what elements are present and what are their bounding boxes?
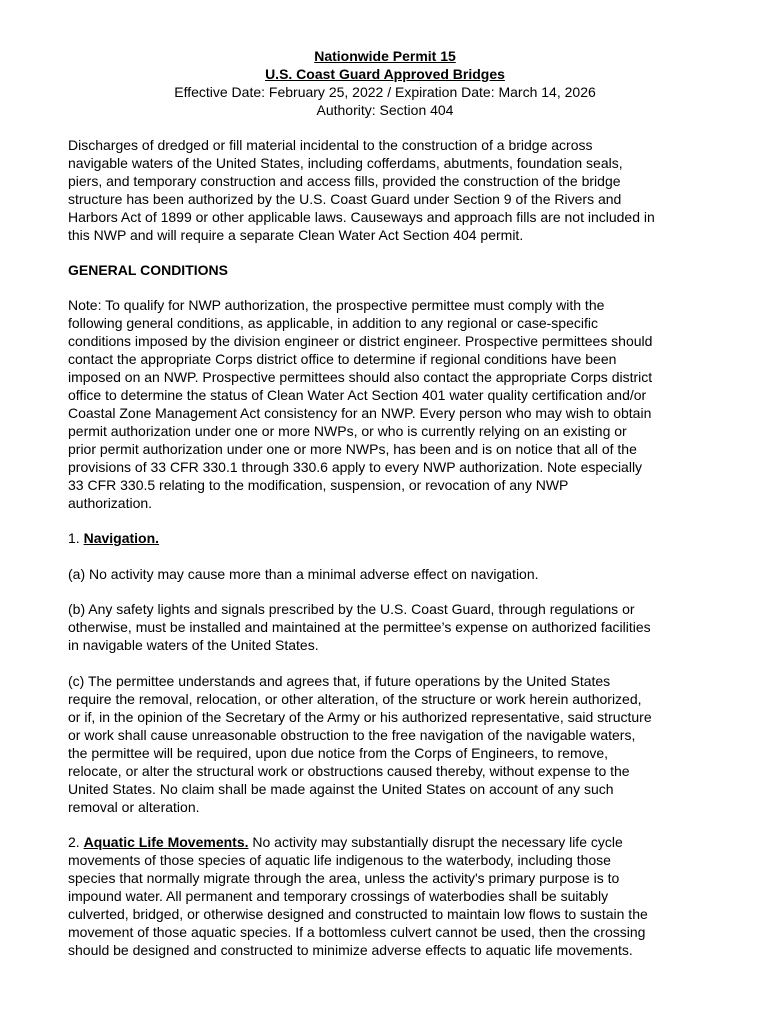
condition-2-text-start: No activity may substantially disrupt the necessary life cycle bbox=[248, 834, 623, 850]
permit-title: Nationwide Permit 15 bbox=[314, 48, 456, 64]
permit-authority: Authority: Section 404 bbox=[316, 102, 454, 118]
text-line: in navigable waters of the United States. bbox=[68, 637, 319, 653]
condition-1a bbox=[68, 565, 708, 583]
text-line: conditions imposed by the division engineer or district engineer. Prospective permittees should bbox=[68, 333, 653, 349]
text-line: United States. No claim shall be made against the United States on account of any such bbox=[68, 781, 614, 797]
permit-dates: Effective Date: February 25, 2022 / Expiration Date: March 14, 2026 bbox=[174, 84, 596, 100]
permit-subtitle: U.S. Coast Guard Approved Bridges bbox=[265, 66, 505, 82]
text-line: (c) The permittee understands and agrees that, if future operations by the United States bbox=[68, 673, 611, 689]
text-line: Discharges of dredged or fill material incidental to the construction of a bridge across bbox=[68, 137, 593, 153]
text-line: Coastal Zone Management Act consistency for an NWP. Every person who may wish to obtain bbox=[68, 405, 652, 421]
text-line: should be designed and constructed to minimize adverse effects to aquatic life movements. bbox=[68, 942, 633, 958]
text-line: or work shall cause unreasonable obstruction to the free navigation of the navigable waters, bbox=[68, 727, 636, 743]
text-line: prior permit authorization under one or more NWPs, has been and is on notice that all of the bbox=[68, 441, 637, 457]
condition-1-heading bbox=[68, 529, 708, 547]
condition-1-number: 1. bbox=[68, 530, 84, 546]
text-line: movement of those aquatic species. If a bottomless culvert cannot be used, then the crossing bbox=[68, 924, 646, 940]
text-line: following general conditions, as applicable, in addition to any regional or case-specific bbox=[68, 315, 598, 331]
general-conditions-heading: GENERAL CONDITIONS bbox=[68, 262, 228, 278]
intro-paragraph bbox=[68, 136, 708, 244]
text-line: the permittee will be required, upon due notice from the Corps of Engineers, to remove, bbox=[68, 745, 609, 761]
general-conditions-note bbox=[68, 296, 708, 512]
text-line: species that normally migrate through the area, unless the activity's primary purpose is to bbox=[68, 870, 620, 886]
text-line: removal or alteration. bbox=[68, 799, 200, 815]
text-line: or if, in the opinion of the Secretary of the Army or his authorized representative, said structure bbox=[68, 709, 652, 725]
text-line: piers, and temporary construction and access fills, provided the construction of the bridge bbox=[68, 173, 621, 189]
text-line: navigable waters of the United States, including cofferdams, abutments, foundation seals, bbox=[68, 155, 623, 171]
text-line: otherwise, must be installed and maintained at the permittee’s expense on authorized facilities bbox=[68, 619, 651, 635]
text-line: require the removal, relocation, or other alteration, of the structure or work herein authorized, bbox=[68, 691, 642, 707]
text-line: permit authorization under one or more NWPs, or who is currently relying on an existing or bbox=[68, 423, 627, 439]
condition-1b bbox=[68, 600, 708, 654]
condition-2-title: Aquatic Life Movements. bbox=[83, 834, 249, 850]
text-line: Note: To qualify for NWP authorization, the prospective permittee must comply with the bbox=[68, 297, 605, 313]
text-line: provisions of 33 CFR 330.1 through 330.6 apply to every NWP authorization. Note especially bbox=[68, 459, 643, 475]
document-header bbox=[0, 47, 770, 119]
condition-2-first-line bbox=[68, 833, 708, 851]
text-line: (b) Any safety lights and signals prescribed by the U.S. Coast Guard, through regulations or bbox=[68, 601, 635, 617]
text-line: contact the appropriate Corps district office to determine if regional conditions have been bbox=[68, 351, 617, 367]
text-line: relocate, or alter the structural work or obstructions caused thereby, without expense to the bbox=[68, 763, 630, 779]
text-line: Harbors Act of 1899 or other applicable laws. Causeways and approach fills are not included in bbox=[68, 209, 655, 225]
text-line: structure has been authorized by the U.S. Coast Guard under Section 9 of the Rivers and bbox=[68, 191, 622, 207]
text-line: this NWP and will require a separate Clean Water Act Section 404 permit. bbox=[68, 227, 524, 243]
text-line: 33 CFR 330.5 relating to the modification, suspension, or revocation of any NWP bbox=[68, 477, 569, 493]
text-line: movements of those species of aquatic life indigenous to the waterbody, including those bbox=[68, 852, 611, 868]
text-line: culverted, bridged, or otherwise designed and constructed to maintain low flows to sustain the bbox=[68, 906, 648, 922]
text-line: authorization. bbox=[68, 495, 153, 511]
text-line: imposed on an NWP. Prospective permittees should also contact the appropriate Corps district bbox=[68, 369, 653, 385]
condition-1-title: Navigation. bbox=[83, 530, 160, 546]
condition-2-number: 2. bbox=[68, 834, 84, 850]
condition-1-heading-line bbox=[68, 529, 708, 547]
text-line: (a) No activity may cause more than a minimal adverse effect on navigation. bbox=[68, 566, 539, 582]
condition-2 bbox=[68, 833, 708, 959]
text-line: impound water. All permanent and temporary crossings of waterbodies shall be suitably bbox=[68, 888, 609, 904]
text-line: office to determine the status of Clean Water Act Section 401 water quality certification and/or bbox=[68, 387, 647, 403]
condition-1c bbox=[68, 672, 708, 816]
